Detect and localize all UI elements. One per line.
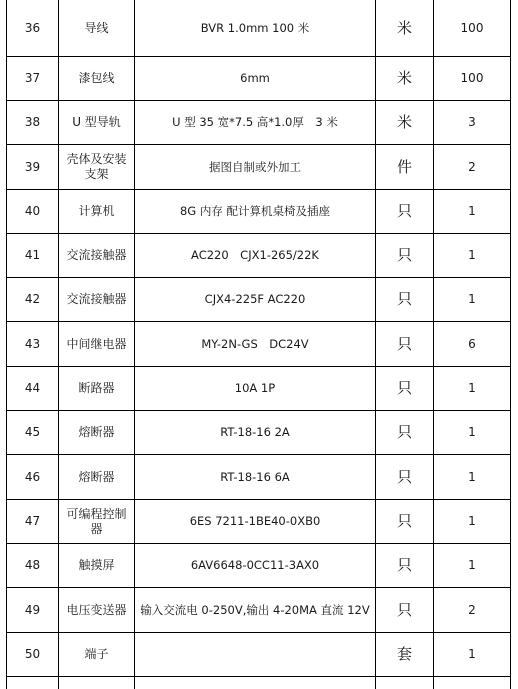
item-spec: 6mm bbox=[135, 57, 376, 101]
item-quantity: 1 bbox=[434, 234, 511, 278]
table-row bbox=[7, 190, 511, 234]
item-name: 电压变送器 bbox=[59, 588, 135, 633]
item-name: 计算机 bbox=[59, 190, 135, 234]
item-unit: 只 bbox=[376, 588, 434, 633]
item-quantity: 1 bbox=[434, 278, 511, 322]
item-quantity: 3 bbox=[434, 101, 511, 145]
item-name: 中间继电器 bbox=[59, 322, 135, 367]
item-name: 熔断器 bbox=[59, 411, 135, 455]
row-number: 48 bbox=[7, 544, 59, 588]
item-spec: U 型 35 宽*7.5 高*1.0厚 3 米 bbox=[135, 101, 376, 145]
table-row-partial bbox=[7, 677, 511, 689]
table-row bbox=[7, 101, 511, 145]
materials-table bbox=[6, 0, 511, 689]
item-unit: 只 bbox=[376, 455, 434, 500]
table-row bbox=[7, 278, 511, 322]
item-spec: 据图自制或外加工 bbox=[135, 145, 376, 190]
item-spec: 输入交流电 0-250V,输出 4-20MA 直流 12V bbox=[135, 588, 376, 633]
row-number: 45 bbox=[7, 411, 59, 455]
item-quantity: 1 bbox=[434, 367, 511, 411]
empty-cell bbox=[376, 677, 434, 689]
item-spec: BVR 1.0mm 100 米 bbox=[135, 0, 376, 57]
item-quantity: 2 bbox=[434, 588, 511, 633]
item-spec: RT-18-16 6A bbox=[135, 455, 376, 500]
item-spec: 10A 1P bbox=[135, 367, 376, 411]
table-row bbox=[7, 367, 511, 411]
item-quantity: 1 bbox=[434, 455, 511, 500]
row-number: 40 bbox=[7, 190, 59, 234]
row-number: 38 bbox=[7, 101, 59, 145]
item-name: 断路器 bbox=[59, 367, 135, 411]
table-row bbox=[7, 322, 511, 367]
item-spec: 6ES 7211-1BE40-0XB0 bbox=[135, 500, 376, 544]
item-spec: MY-2N-GS DC24V bbox=[135, 322, 376, 367]
item-quantity: 100 bbox=[434, 0, 511, 57]
empty-cell bbox=[59, 677, 135, 689]
item-name: 端子 bbox=[59, 633, 135, 677]
item-name: 交流接触器 bbox=[59, 278, 135, 322]
item-name: 导线 bbox=[59, 0, 135, 57]
item-name: 熔断器 bbox=[59, 455, 135, 500]
table-row bbox=[7, 633, 511, 677]
row-number: 41 bbox=[7, 234, 59, 278]
item-unit: 件 bbox=[376, 145, 434, 190]
item-quantity: 1 bbox=[434, 190, 511, 234]
item-unit: 只 bbox=[376, 367, 434, 411]
item-unit: 只 bbox=[376, 234, 434, 278]
table-row bbox=[7, 234, 511, 278]
item-quantity: 2 bbox=[434, 145, 511, 190]
row-number: 43 bbox=[7, 322, 59, 367]
row-number: 50 bbox=[7, 633, 59, 677]
table-row bbox=[7, 455, 511, 500]
table-body bbox=[7, 0, 511, 689]
item-name: 交流接触器 bbox=[59, 234, 135, 278]
table-row bbox=[7, 411, 511, 455]
item-unit: 只 bbox=[376, 190, 434, 234]
item-name: 漆包线 bbox=[59, 57, 135, 101]
item-unit: 套 bbox=[376, 633, 434, 677]
item-spec: CJX4-225F AC220 bbox=[135, 278, 376, 322]
item-quantity: 1 bbox=[434, 544, 511, 588]
item-name: 壳体及安装支架 bbox=[59, 145, 135, 190]
item-quantity: 1 bbox=[434, 500, 511, 544]
row-number: 46 bbox=[7, 455, 59, 500]
empty-cell bbox=[434, 677, 511, 689]
item-unit: 只 bbox=[376, 322, 434, 367]
row-number: 39 bbox=[7, 145, 59, 190]
item-spec: 6AV6648-0CC11-3AX0 bbox=[135, 544, 376, 588]
row-number: 49 bbox=[7, 588, 59, 633]
row-number: 42 bbox=[7, 278, 59, 322]
item-quantity: 6 bbox=[434, 322, 511, 367]
row-number: 36 bbox=[7, 0, 59, 57]
item-spec: 8G 内存 配计算机桌椅及插座 bbox=[135, 190, 376, 234]
item-spec: AC220 CJX1-265/22K bbox=[135, 234, 376, 278]
table-row bbox=[7, 500, 511, 544]
table-row bbox=[7, 0, 511, 57]
table-row bbox=[7, 588, 511, 633]
item-unit: 米 bbox=[376, 101, 434, 145]
item-name: 可编程控制器 bbox=[59, 500, 135, 544]
row-number: 44 bbox=[7, 367, 59, 411]
item-name: 触摸屏 bbox=[59, 544, 135, 588]
item-spec bbox=[135, 633, 376, 677]
table-row bbox=[7, 145, 511, 190]
item-quantity: 1 bbox=[434, 633, 511, 677]
row-number: 37 bbox=[7, 57, 59, 101]
item-unit: 米 bbox=[376, 57, 434, 101]
row-number: 47 bbox=[7, 500, 59, 544]
table-row bbox=[7, 544, 511, 588]
item-unit: 只 bbox=[376, 278, 434, 322]
item-unit: 只 bbox=[376, 500, 434, 544]
item-unit: 只 bbox=[376, 411, 434, 455]
item-quantity: 100 bbox=[434, 57, 511, 101]
item-unit: 米 bbox=[376, 0, 434, 57]
item-spec: RT-18-16 2A bbox=[135, 411, 376, 455]
item-quantity: 1 bbox=[434, 411, 511, 455]
item-name: U 型导轨 bbox=[59, 101, 135, 145]
empty-cell bbox=[7, 677, 59, 689]
table-row bbox=[7, 57, 511, 101]
empty-cell bbox=[135, 677, 376, 689]
item-unit: 只 bbox=[376, 544, 434, 588]
